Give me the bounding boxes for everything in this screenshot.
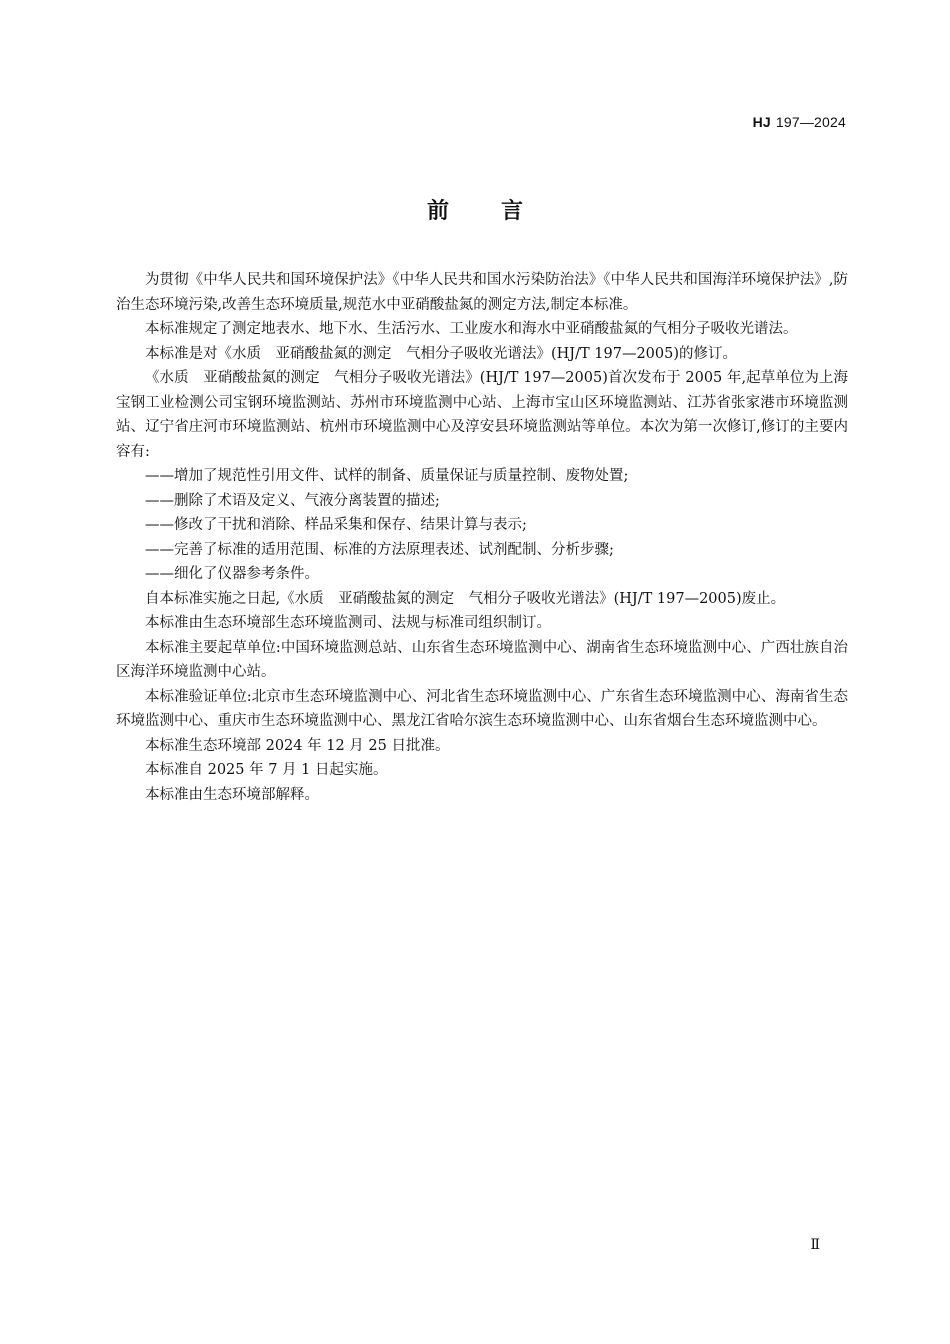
standard-code-number: 197—2024: [775, 114, 846, 130]
paragraph-effective-date: 本标准自 2025 年 7 月 1 日起实施。: [145, 762, 388, 778]
page-title: 前言: [426, 199, 575, 224]
paragraph-approval-date: 本标准生态环境部 2024 年 12 月 25 日批准。: [145, 737, 450, 754]
paragraph-revision-of: 本标准是对《水质 亚硝酸盐氮的测定 气相分子吸收光谱法》(HJ/T 197—2005)的修订。: [145, 345, 738, 362]
revision-item: ——删除了术语及定义、气液分离装置的描述;: [145, 492, 440, 509]
standard-code: [753, 114, 846, 130]
revision-item: ——细化了仪器参考条件。: [145, 566, 319, 582]
revision-item: ——完善了标准的适用范围、标准的方法原理表述、试剂配制、分析步骤;: [145, 541, 614, 558]
paragraph-verification-units: 本标准验证单位:北京市生态环境监测中心、河北省生态环境监测中心、广东省生态环境监测中心、海南省生态环境监测中心、重庆市生态环境监测中心、黑龙江省哈尔滨生态环境监测中心、山东省烟台生态环境监测中心。: [116, 688, 848, 729]
paragraph-abolished: 自本标准实施之日起,《水质 亚硝酸盐氮的测定 气相分子吸收光谱法》(HJ/T 197—2005)废止。: [145, 590, 786, 607]
revision-item: ——增加了规范性引用文件、试样的制备、质量保证与质量控制、废物处置;: [145, 468, 629, 484]
paragraph-drafting-units: 本标准主要起草单位:中国环境监测总站、山东省生态环境监测中心、湖南省生态环境监测中心、广西壮族自治区海洋环境监测中心站。: [116, 639, 848, 680]
page-number: Ⅱ: [810, 1237, 820, 1253]
foreword-body: [116, 268, 848, 807]
revision-item: ——修改了干扰和消除、样品采集和保存、结果计算与表示;: [145, 517, 527, 533]
paragraph-history: 《水质 亚硝酸盐氮的测定 气相分子吸收光谱法》(HJ/T 197—2005)首次发布于 2005 年,起草单位为上海宝钢工业检测公司宝钢环境监测站、苏州市环境监测中心站、上海市宝山区环境监测站、江苏省张家港市环境监测站、辽宁省庄河市环境监测站、杭州市环境监测中心及淳安县环境监测站等单位。本次为第一次修订,修订的主要内容有:: [116, 370, 848, 460]
paragraph-scope: 本标准规定了测定地表水、地下水、生活污水、工业废水和海水中亚硝酸盐氮的气相分子吸收光谱法。: [145, 321, 798, 337]
standard-code-prefix: HJ: [752, 114, 771, 130]
paragraph-interpretation: 本标准由生态环境部解释。: [145, 786, 319, 803]
paragraph-purpose: 为贯彻《中华人民共和国环境保护法》《中华人民共和国水污染防治法》《中华人民共和国海洋环境保护法》,防治生态环境污染,改善生态环境质量,规范水中亚硝酸盐氮的测定方法,制定本标准。: [116, 272, 848, 313]
paragraph-organizer: 本标准由生态环境部生态环境监测司、法规与标准司组织制订。: [145, 615, 551, 631]
